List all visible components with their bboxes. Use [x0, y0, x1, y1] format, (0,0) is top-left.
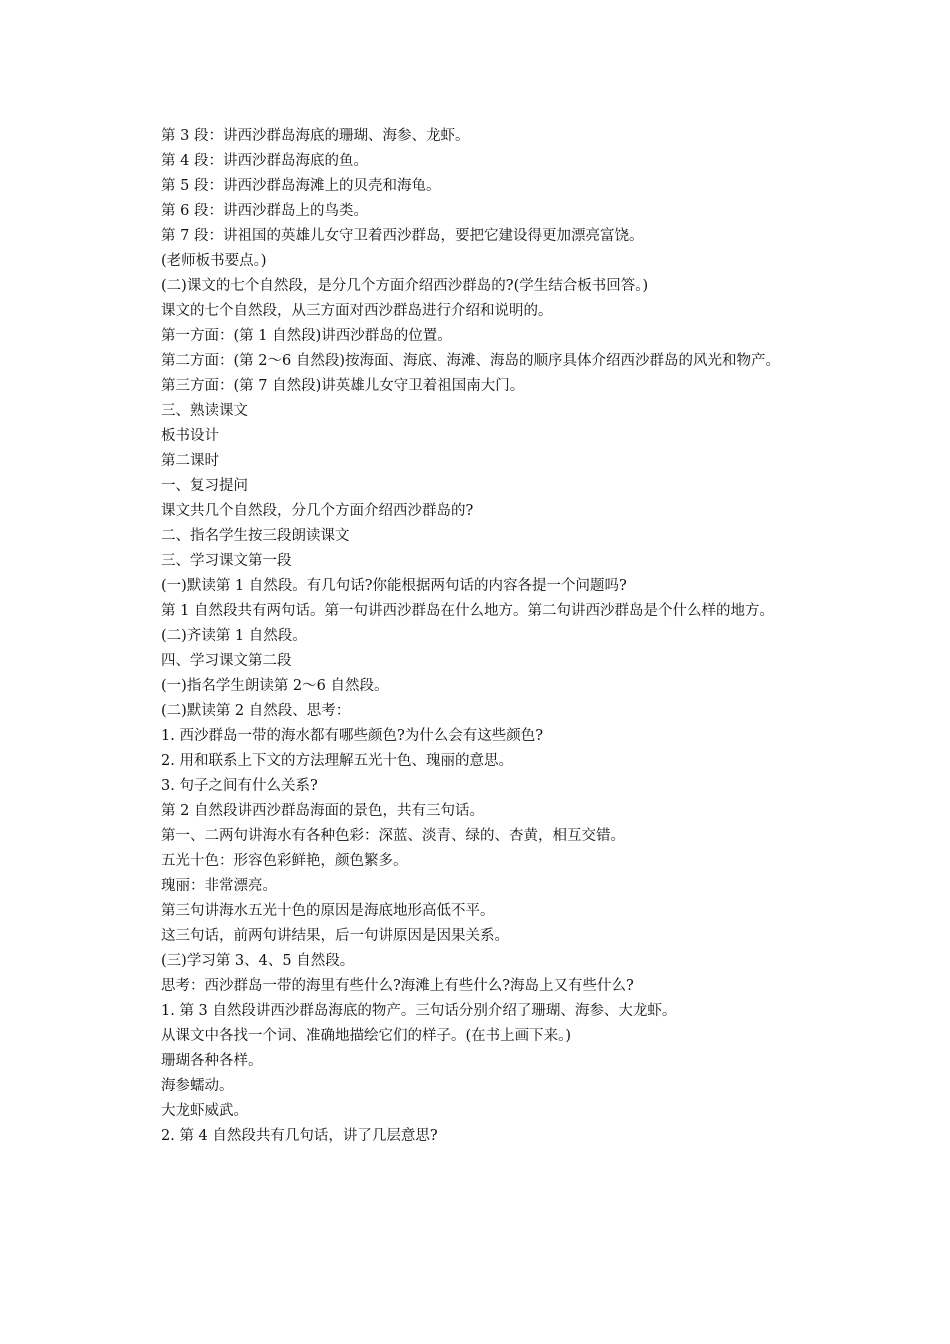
text-line: 第 5 段：讲西沙群岛海滩上的贝壳和海龟。 — [161, 178, 441, 194]
text-line: 1. 西沙群岛一带的海水都有哪些颜色?为什么会有这些颜色? — [161, 728, 543, 744]
text-line: 珊瑚各种各样。 — [161, 1053, 263, 1069]
text-line: 2. 第 4 自然段共有几句话，讲了几层意思? — [161, 1128, 438, 1144]
heading-line: 板书设计 — [161, 428, 219, 444]
text-paragraph: 第 1 自然段共有两句话。第一句讲西沙群岛在什么地方。第二句讲西沙群岛是个什么样的地方。 — [161, 603, 774, 619]
document-body — [143, 124, 813, 1149]
text-line: 从课文中各找一个词、准确地描绘它们的样子。(在书上画下来。) — [161, 1028, 572, 1044]
text-line: (一)指名学生朗读第 2～6 自然段。 — [161, 678, 389, 694]
text-line: 第 6 段：讲西沙群岛上的鸟类。 — [161, 203, 368, 219]
text-line: 这三句话，前两句讲结果，后一句讲原因是因果关系。 — [161, 928, 509, 944]
text-line: 海参蠕动。 — [161, 1078, 234, 1094]
text-line: (老师板书要点。) — [161, 253, 267, 269]
text-line: 第一方面：(第 1 自然段)讲西沙群岛的位置。 — [161, 328, 452, 344]
text-line: 第 3 段：讲西沙群岛海底的珊瑚、海参、龙虾。 — [161, 128, 470, 144]
text-line: 2. 用和联系上下文的方法理解五光十色、瑰丽的意思。 — [161, 753, 513, 769]
text-line: 第 4 段：讲西沙群岛海底的鱼。 — [161, 153, 368, 169]
text-line: 五光十色：形容色彩鲜艳，颜色繁多。 — [161, 853, 408, 869]
text-line: 大龙虾威武。 — [161, 1103, 248, 1119]
heading-line: 三、学习课文第一段 — [161, 553, 292, 569]
text-line: 第一、二两句讲海水有各种色彩：深蓝、淡青、绿的、杏黄，相互交错。 — [161, 828, 625, 844]
text-line: 第 2 自然段讲西沙群岛海面的景色，共有三句话。 — [161, 803, 484, 819]
text-line: 第 7 段：讲祖国的英雄儿女守卫着西沙群岛，要把它建设得更加漂亮富饶。 — [161, 228, 644, 244]
heading-line: 一、复习提问 — [161, 478, 248, 494]
text-line: 第三方面：(第 7 自然段)讲英雄儿女守卫着祖国南大门。 — [161, 378, 525, 394]
text-line: (二)默读第 2 自然段、思考： — [161, 703, 351, 719]
text-line: (二)齐读第 1 自然段。 — [161, 628, 307, 644]
heading-line: 四、学习课文第二段 — [161, 653, 292, 669]
text-line: (一)默读第 1 自然段。有几句话?你能根据两句话的内容各提一个问题吗? — [161, 578, 627, 594]
text-line: 课文的七个自然段，从三方面对西沙群岛进行介绍和说明的。 — [161, 303, 553, 319]
text-line: 瑰丽：非常漂亮。 — [161, 878, 277, 894]
heading-line: 三、熟读课文 — [161, 403, 248, 419]
text-line: 课文共几个自然段，分几个方面介绍西沙群岛的? — [161, 503, 474, 519]
text-line: (三)学习第 3、4、5 自然段。 — [161, 953, 355, 969]
text-line: 思考：西沙群岛一带的海里有些什么?海滩上有些什么?海岛上又有些什么? — [161, 978, 634, 994]
text-line: 1. 第 3 自然段讲西沙群岛海底的物产。三句话分别介绍了珊瑚、海参、大龙虾。 — [161, 1003, 677, 1019]
heading-line: 第二课时 — [161, 453, 219, 469]
text-line: 3. 句子之间有什么关系? — [161, 778, 318, 794]
heading-line: 二、指名学生按三段朗读课文 — [161, 528, 350, 544]
text-line: 第三句讲海水五光十色的原因是海底地形高低不平。 — [161, 903, 495, 919]
text-line: (二)课文的七个自然段，是分几个方面介绍西沙群岛的?(学生结合板书回答。) — [161, 278, 649, 294]
text-paragraph: 第二方面：(第 2～6 自然段)按海面、海底、海滩、海岛的顺序具体介绍西沙群岛的风光和物产。 — [161, 353, 780, 369]
